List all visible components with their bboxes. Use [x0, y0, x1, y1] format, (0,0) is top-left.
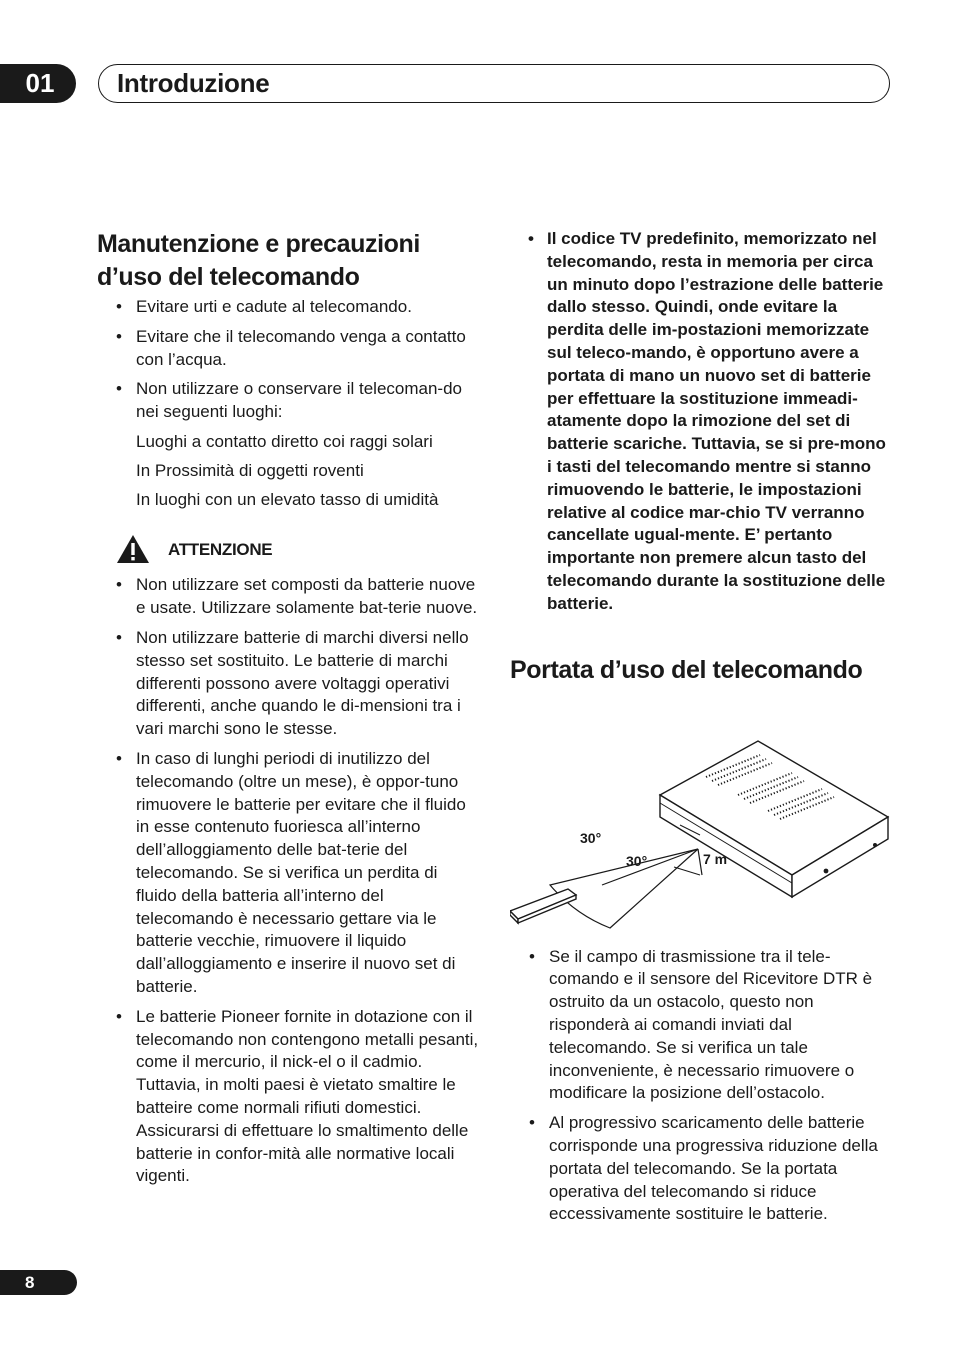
chapter-number-tab: 01 [0, 64, 76, 103]
angle-label-lower: 30° [626, 852, 648, 869]
list-item: • In caso di lunghi periodi di inutilizzo del telecomando (oltre un mese), è oppor-tuno rimuovere le batterie per evitare che il fluido in esse contenuto fuoriesca all’interno dell’alloggiamento delle bat-terie del telecomando. Se si verifica un perdita di fluido della batteria all’interno del telecomando è necessario gettare via le batterie vecchie, rimuovere il liquido dall’alloggiamento e inserire il nuovo set di batterie. [97, 748, 482, 999]
range-notes-list [510, 946, 895, 1227]
list-item: • Non utilizzare batterie di marchi diversi nello stesso set sostituito. Le batterie di marchi differenti possono avere voltaggi operativi differenti, anche quando le di-mensioni tra i vari marchi sono le stesse. [97, 627, 482, 741]
caution-list [97, 574, 482, 1188]
remote-range-diagram [510, 715, 895, 930]
list-item: • Al progressivo scaricamento delle batterie corrisponde una progressiva riduzione della portata del telecomando. Se la portata operativa del telecomando si riduce eccessivamente sostituire le batterie. [510, 1112, 895, 1226]
angle-label-upper: 30° [580, 829, 602, 846]
chapter-header-bar [98, 64, 890, 103]
place-line: In Prossimità di oggetti roventi [136, 460, 364, 480]
warning-triangle-icon [116, 534, 150, 564]
bold-list-item: • Il codice TV predefinito, memorizzato nel telecomando, resta in memoria per circa un minuto dopo l’estrazione delle batterie dallo stesso. Quindi, onde evitare la perdita delle im-postazioni memorizzate sul teleco-mando, è opportuno avere a portata di mano un nuovo set di batterie per effettuare la sostituzione immeadi-atamente dopo la rimozione del set di batterie scariche. Tuttavia, se si pre-mono i tasti del telecomando mentre si stanno rimuovendo le batterie, le impostazioni relative al codice mar-chio TV verranno cancellate ugual-mente. E’ pertanto importante non premere alcun tasto del telecomando durante la sostituzione delle batterie. [510, 228, 895, 616]
receiver-illustration [510, 715, 895, 930]
list-item: • Non utilizzare set composti da batterie nuove e usate. Utilizzare solamente bat-terie nuove. [97, 574, 482, 620]
caution-label: ATTENZIONE [168, 540, 273, 560]
list-item: • Non utilizzare o conservare il telecoman-do nei seguenti luoghi: [97, 378, 482, 424]
remote-control-icon [510, 889, 576, 923]
list-item: • Evitare urti e cadute al telecomando. [97, 296, 482, 319]
places-list [97, 431, 482, 511]
maintenance-heading: Manutenzione e precauzioni d’uso del telecomando [97, 230, 420, 291]
chapter-title: Introduzione [117, 68, 270, 98]
place-line: Luoghi a contatto diretto coi raggi solari [136, 431, 433, 451]
maintenance-list [97, 296, 482, 424]
distance-label: 7 m [703, 850, 728, 867]
left-column [97, 228, 482, 1195]
right-column [510, 228, 895, 1233]
caution-header [97, 531, 482, 571]
list-item: • Evitare che il telecomando venga a contatto con l’acqua. [97, 326, 482, 372]
list-item: • Le batterie Pioneer fornite in dotazione con il telecomando non contengono metalli pesanti, come il mercurio, il nick-el o il cadmio. Tuttavia, in molti paesi è vietato smaltire le batteire come normali rifiuti domestici. Assicurarsi di effettuare lo smaltimento delle batterie in confor-mità alle normative locali vigenti. [97, 1006, 482, 1188]
range-heading: Portata d’uso del telecomando [510, 655, 863, 684]
tv-code-note-list [510, 228, 895, 616]
place-line: In luoghi con un elevato tasso di umidità [136, 489, 439, 509]
list-item: • Se il campo di trasmissione tra il tele-comando e il sensore del Ricevitore DTR è ostruito da un ostacolo, questo non risponderà ai comandi inviati dal telecomando. Se si verifica un tale inconveniente, è necessario rimuovere o modificare la posizione dell’ostacolo. [510, 946, 895, 1106]
page-number: 8 [0, 1270, 77, 1295]
